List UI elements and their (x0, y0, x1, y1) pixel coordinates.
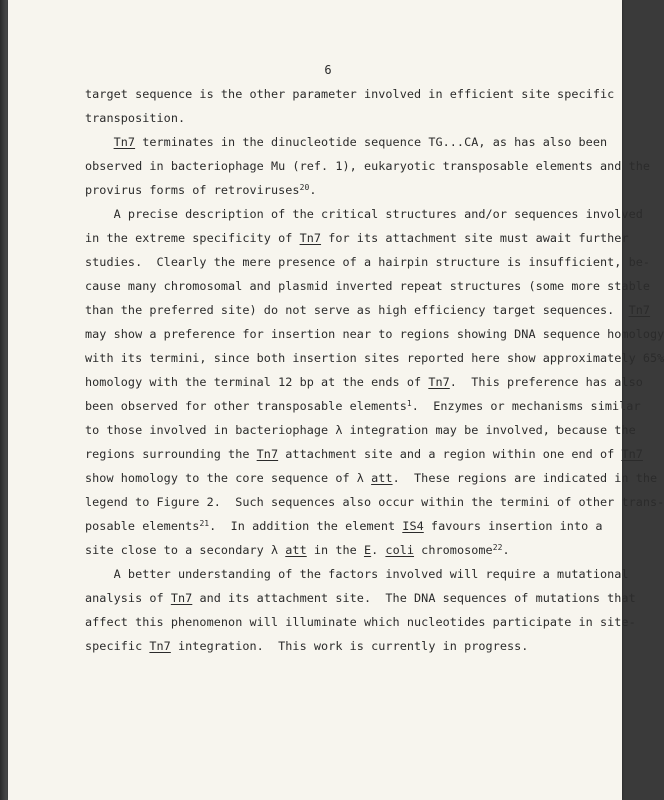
text-line (85, 447, 643, 461)
text-line (85, 207, 643, 221)
text-segment: A precise description of the critical structures and/or sequences involved (85, 207, 643, 221)
reference-superscript: 21 (199, 519, 210, 528)
text-segment: IS4 (402, 519, 424, 533)
text-line (85, 255, 650, 269)
reference-superscript: 22 (492, 543, 503, 552)
reference-superscript: 1 (406, 399, 412, 408)
text-segment: show homology to the core sequence of λ (85, 471, 372, 485)
text-segment: Tn7 (113, 135, 136, 149)
text-line (85, 519, 603, 533)
page-number: 6 (324, 63, 332, 77)
text-line (85, 111, 185, 125)
text-segment: been observed for other transposable elements (85, 399, 407, 413)
text-segment: . This preference has also (449, 375, 643, 389)
text-segment: in the (306, 543, 364, 557)
text-segment: for its attachment site must await further (321, 231, 629, 245)
text-segment: with its termini, since both insertion sites reported here show approximately 65% (85, 351, 664, 365)
text-line (85, 639, 528, 653)
text-segment: . (371, 543, 386, 557)
text-line (85, 135, 607, 149)
text-segment: chromosome (414, 543, 493, 557)
text-line (85, 399, 641, 413)
text-segment: A better understanding of the factors involved will require a mutational (85, 567, 629, 581)
text-line (85, 543, 510, 557)
text-segment: target sequence is the other parameter involved in efficient site specific (85, 87, 615, 101)
text-segment: integration. This work is currently in progress. (170, 639, 529, 653)
text-segment: posable elements (85, 519, 200, 533)
text-segment: terminates in the dinucleotide sequence TG...CA, as has also been (135, 135, 608, 149)
text-segment: specific (85, 639, 150, 653)
text-segment: . (309, 183, 317, 197)
text-segment: observed in bacteriophage Mu (ref. 1), eukaryotic transposable elements and the (85, 159, 651, 173)
text-segment: regions surrounding the (85, 447, 257, 461)
text-segment: than the preferred site) do not serve as high efficiency target sequences. (85, 303, 629, 317)
text-line (85, 279, 650, 293)
text-line (85, 159, 650, 173)
text-line (85, 351, 664, 365)
text-segment: analysis of (85, 591, 171, 605)
text-line (85, 327, 664, 341)
text-segment: . In addition the element (209, 519, 403, 533)
text-segment: transposition. (85, 111, 186, 125)
text-segment: E (363, 543, 372, 557)
text-segment: in the extreme specificity of (85, 231, 300, 245)
text-segment: to those involved in bacteriophage λ integration may be involved, because the (85, 423, 636, 437)
text-segment: and its attachment site. The DNA sequences of mutations that (192, 591, 636, 605)
text-line (85, 567, 629, 581)
text-segment: may show a preference for insertion near to regions showing DNA sequence homology (85, 327, 664, 341)
text-segment: att (285, 543, 307, 557)
text-segment: cause many chromosomal and plasmid inverted repeat structures (some more stable (85, 279, 651, 293)
text-segment: Tn7 (299, 231, 322, 245)
text-line (85, 591, 636, 605)
text-segment: Tn7 (428, 375, 450, 389)
text-segment: Tn7 (149, 639, 171, 653)
text-segment: . (502, 543, 510, 557)
scan-edge (0, 0, 8, 800)
text-segment: studies. Clearly the mere presence of a hairpin structure is insufficient, be- (85, 255, 651, 269)
text-line (85, 87, 614, 101)
text-segment: homology with the terminal 12 bp at the ends of (85, 375, 429, 389)
text-segment: Tn7 (621, 447, 643, 461)
text-segment (85, 135, 114, 149)
text-line (85, 183, 316, 197)
text-line (85, 375, 643, 389)
text-segment: . These regions are indicated in the (392, 471, 658, 485)
text-segment: Tn7 (256, 447, 279, 461)
reference-superscript: 20 (299, 183, 310, 192)
text-line (85, 471, 657, 485)
text-line (85, 231, 629, 245)
text-segment: site close to a secondary λ (85, 543, 286, 557)
text-segment: . Enzymes or mechanisms similar (411, 399, 641, 413)
document-page (8, 0, 664, 800)
text-segment: legend to Figure 2. Such sequences also occur within the termini of other trans- (85, 495, 664, 509)
text-segment: favours insertion into a (423, 519, 603, 533)
text-line (85, 615, 636, 629)
text-line (85, 303, 650, 317)
text-segment: att (371, 471, 393, 485)
text-line (85, 423, 636, 437)
text-line (85, 495, 664, 509)
text-segment: Tn7 (170, 591, 193, 605)
text-segment: affect this phenomenon will illuminate which nucleotides participate in site- (85, 615, 636, 629)
text-segment: provirus forms of retroviruses (85, 183, 300, 197)
text-segment: Tn7 (628, 303, 651, 317)
text-segment: attachment site and a region within one end of (278, 447, 622, 461)
text-segment: coli (385, 543, 415, 557)
